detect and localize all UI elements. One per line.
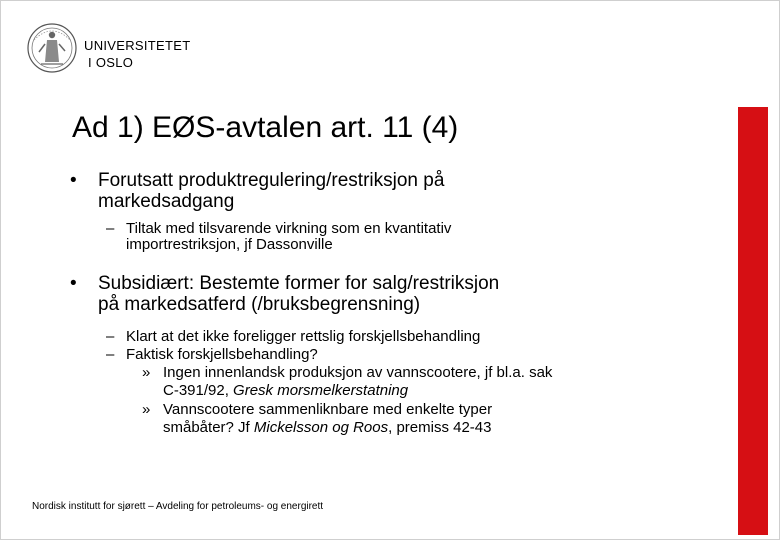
subsub2-case-name: Mickelsson og Roos <box>253 419 389 436</box>
bullet-2-line2: på markedsatferd (/bruksbegrensning) <box>98 294 421 315</box>
bullet-1-sub <box>70 221 720 253</box>
subsub2-line1: Vannscootere sammenliknbare med enkelte typer <box>163 401 493 418</box>
subsub2-text-b: , premiss 42-43 <box>388 419 492 436</box>
chevron-bullet-icon: » <box>142 401 151 418</box>
subsub1-line2 <box>163 382 720 400</box>
slide-content <box>70 170 720 437</box>
university-seal-icon <box>26 18 78 78</box>
bullet-2-sub1 <box>70 329 720 345</box>
chevron-bullet-icon: » <box>142 364 151 381</box>
bullet-1-sub-line1: Tiltak med tilsvarende virkning som en kvantitativ <box>126 220 452 237</box>
bullet-1-sub-line2: importrestriksjon, jf Dassonville <box>126 236 333 253</box>
dash-icon: – <box>106 346 115 363</box>
subsub2-text-a: småbåter? Jf <box>163 419 254 436</box>
bullet-1-line1: Forutsatt produktregulering/restriksjon på <box>98 170 445 191</box>
bullet-2-sub2 <box>70 347 720 363</box>
bullet-1-line2: markedsadgang <box>98 191 235 212</box>
bullet-dot-icon: • <box>70 170 77 191</box>
bullet-2-subsub2 <box>70 401 720 437</box>
subsub1-line1: Ingen innenlandsk produksjon av vannscootere, jf bl.a. sak <box>163 364 553 381</box>
bullet-2-sub2-text: Faktisk forskjellsbehandling? <box>126 346 318 363</box>
bullet-2 <box>70 273 720 315</box>
footer: Nordisk institutt for sjørett – Avdeling for petroleums- og energirett <box>32 501 324 512</box>
bullet-2-line1: Subsidiært: Bestemte former for salg/restriksjon <box>98 273 500 294</box>
university-line1: UNIVERSITETET <box>84 38 191 53</box>
university-name <box>84 37 190 71</box>
dash-icon: – <box>106 328 115 345</box>
subsub1-case-number: C-391/92, <box>163 382 234 399</box>
subsub1-case-name: Gresk morsmelkerstatning <box>233 382 409 399</box>
subsub2-line2 <box>163 419 720 437</box>
bullet-dot-icon: • <box>70 273 77 294</box>
bullet-2-subsub1 <box>70 364 720 400</box>
university-line2: I OSLO <box>88 55 134 70</box>
bullet-2-sub1-text: Klart at det ikke foreligger rettslig forskjellsbehandling <box>126 328 481 345</box>
accent-bar <box>738 107 768 535</box>
bullet-1 <box>70 170 720 212</box>
dash-icon: – <box>106 220 115 237</box>
slide-title: Ad 1) EØS-avtalen art. 11 (4) <box>72 111 459 144</box>
